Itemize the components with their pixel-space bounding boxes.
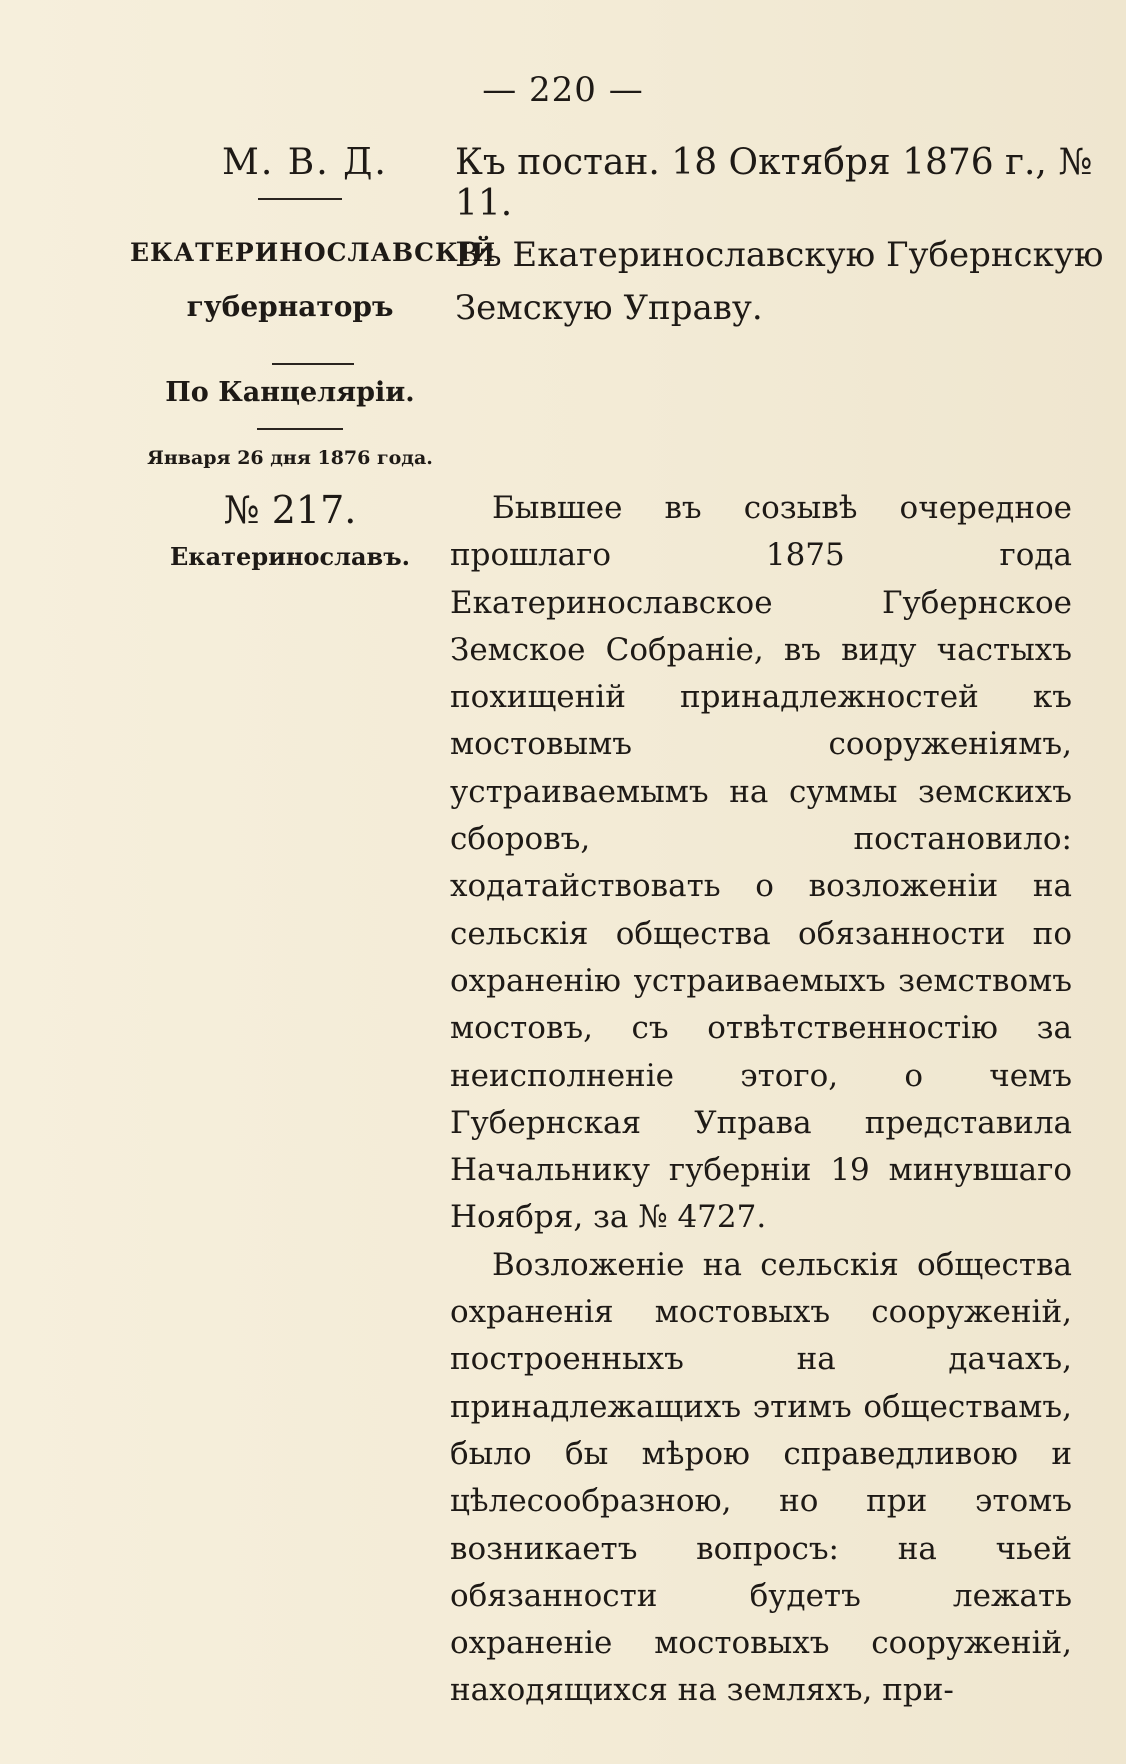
divider-line [257, 428, 343, 430]
body-paragraph-2: Возложеніе на сельскія общества охраненія мостовыхъ сооруженій, построенныхъ на дачахъ, принадлежащихъ этимъ обществамъ, было бы мѣрою справедливою и цѣлесообразною, но при этомъ возникаетъ вопросъ: на чьей обязанности будетъ лежать охраненіе мостовыхъ сооруженій, находящихся на земляхъ, при- [450, 1246, 1072, 1709]
divider-line [272, 363, 354, 365]
letter-city: Екатеринославъ. [170, 542, 410, 571]
department-label: По Канцеляріи. [165, 377, 415, 408]
page-number: — 220 — [482, 70, 644, 110]
addressee-line-2: Земскую Управу. [455, 288, 763, 328]
sender-role: губернаторъ [186, 290, 394, 323]
ministry-abbreviation: М. В. Д. [222, 142, 388, 183]
letter-date: Января 26 дня 1876 года. [147, 447, 433, 469]
sender-title: ЕКАТЕРИНОСЛАВСКІЙ [130, 238, 497, 267]
body-paragraph-1: Бывшее въ созывѣ очередное прошлаго 1875 года Екатеринославское Губернское Земское Собраніе, въ виду частыхъ похищеній принадлежностей къ мостовымъ сооруженіямъ, устраиваемымъ на суммы земскихъ сборовъ, постановило: ходатайствовать о возложеніи на сельскія общества обязанности по охраненію устраиваемыхъ земствомъ мостовъ, съ отвѣтственностію за неисполненіе этого, о чемъ Губернская Управа представила Начальнику губерніи 19 минувшаго Ноября, за № 4727. [450, 490, 1072, 1236]
divider-line [258, 198, 342, 200]
resolution-reference: Къ постан. 18 Октября 1876 г., № 11. [455, 142, 1093, 224]
addressee-line-1: Въ Екатеринославскую Губернскую [455, 235, 1104, 275]
letter-number: № 217. [223, 488, 357, 532]
body-text [450, 485, 1072, 1715]
